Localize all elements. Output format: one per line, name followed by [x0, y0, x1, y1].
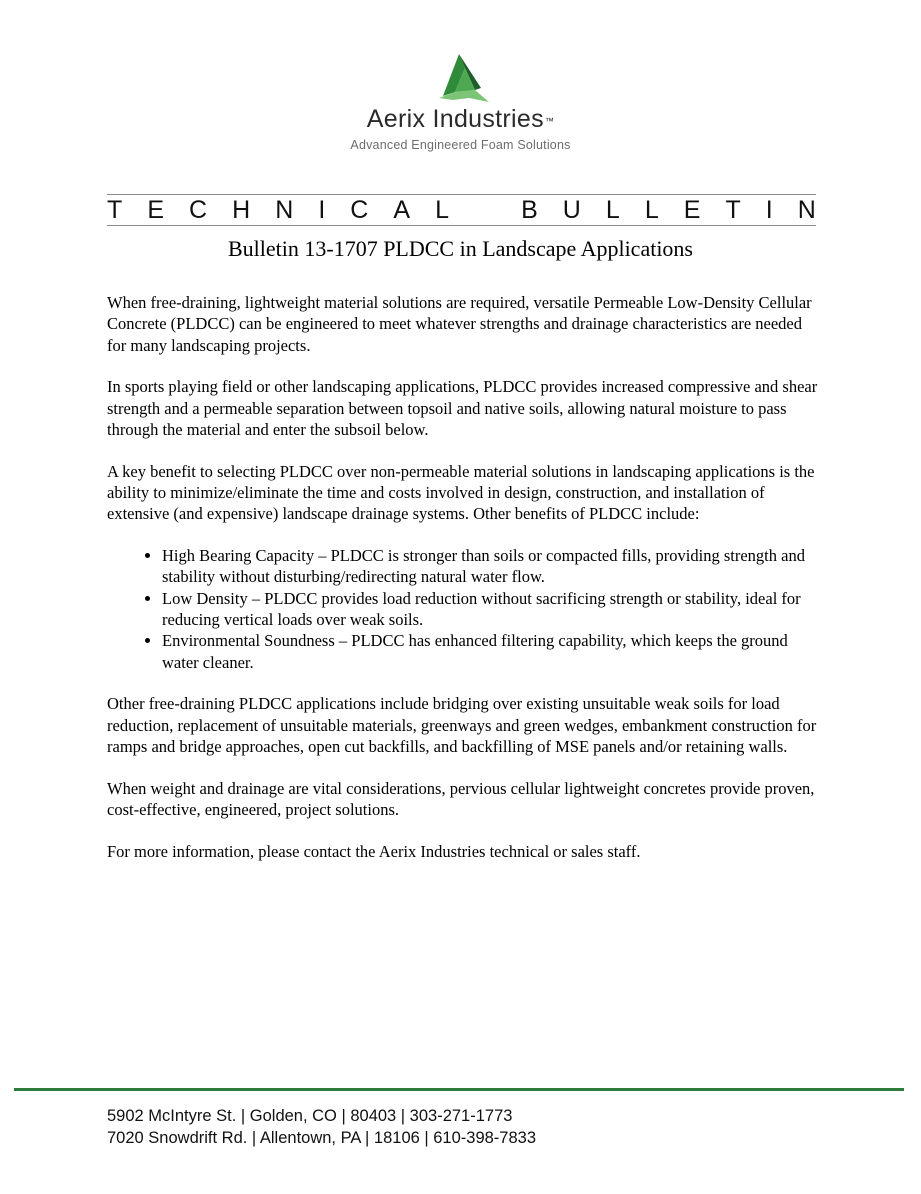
- heading-letter: A: [393, 195, 411, 224]
- benefits-list: [107, 545, 823, 673]
- heading-letter: I: [318, 195, 326, 224]
- aerix-logo-icon: [429, 52, 493, 106]
- bulletin-title: Bulletin 13-1707 PLDCC in Landscape Applications: [227, 236, 693, 261]
- heading-letter: N: [797, 195, 816, 224]
- paragraph-contact: For more information, please contact the Aerix Industries technical or sales staff.: [107, 841, 641, 861]
- bulletin-body: [107, 292, 823, 883]
- footer-divider: [14, 1088, 904, 1091]
- footer-address-golden: 5902 McIntyre St. | Golden, CO | 80403 | 303-271-1773: [107, 1107, 513, 1125]
- heading-letter: E: [147, 195, 164, 224]
- paragraph-applications: In sports playing field or other landscaping applications, PLDCC provides increased compressive and shear strength and a permeable separation between topsoil and native soils, allowing natural moisture to pass through the material and enter the subsoil below.: [107, 377, 818, 439]
- paragraph-key-benefit: A key benefit to selecting PLDCC over non-permeable material solutions in landscaping applications is the ability to minimize/eliminate the time and costs involved in design, construction, and installation of extensive (and expensive) landscape drainage systems. Other benefits of PLDCC include:: [107, 461, 815, 524]
- footer-address-allentown: 7020 Snowdrift Rd. | Allentown, PA | 18106 | 610-398-7833: [107, 1128, 537, 1147]
- benefit-item: • High Bearing Capacity – PLDCC is stronger than soils or compacted fills, providing strength and stability without disturbing/redirecting natural water flow.: [162, 545, 823, 588]
- benefit-item: • Low Density – PLDCC provides load reduction without sacrificing strength or stability, ideal for reducing vertical loads over weak soils.: [162, 588, 823, 631]
- heading-letter: L: [644, 195, 659, 224]
- heading-letter: L: [435, 195, 450, 224]
- company-tagline: Advanced Engineered Foam Solutions: [350, 138, 571, 152]
- paragraph-intro: When free-draining, lightweight material solutions are required, versatile Permeable Low-Density Cellular Concrete (PLDCC) can be engineered to meet whatever strengths and drainage characteristics are needed for many landscaping projects.: [107, 293, 812, 355]
- heading-letter: U: [562, 195, 581, 224]
- paragraph-other-applications: Other free-draining PLDCC applications include bridging over existing unsuitable weak soils for load reduction, replacement of unsuitable materials, greenways and green wedges, embankment construction for ramps and bridge approaches, open cut backfills, and backfilling of MSE panels and/or retaining walls.: [107, 694, 817, 757]
- heading-rule-top: [107, 194, 816, 195]
- heading-rule-bottom: [107, 225, 816, 226]
- heading-letter: N: [275, 195, 294, 224]
- heading-letter: B: [521, 195, 538, 224]
- heading-letter: I: [765, 195, 773, 224]
- heading-letter: T: [725, 195, 741, 224]
- heading-letter: E: [683, 195, 701, 224]
- technical-bulletin-heading: [107, 196, 816, 224]
- heading-letter: C: [189, 195, 208, 224]
- heading-letter: T: [107, 195, 123, 224]
- footer-addresses: [107, 1106, 536, 1149]
- benefit-item: • Environmental Soundness – PLDCC has enhanced filtering capability, which keeps the ground water cleaner.: [162, 630, 823, 673]
- logo: [0, 52, 921, 152]
- heading-letter: L: [605, 195, 620, 224]
- heading-letter: H: [232, 195, 251, 224]
- paragraph-considerations: When weight and drainage are vital considerations, pervious cellular lightweight concretes provide proven, cost-effective, engineered, project solutions.: [107, 778, 815, 820]
- trademark: ™: [544, 116, 555, 126]
- heading-letter: C: [350, 195, 369, 224]
- company-name: Aerix Industries™: [366, 105, 555, 133]
